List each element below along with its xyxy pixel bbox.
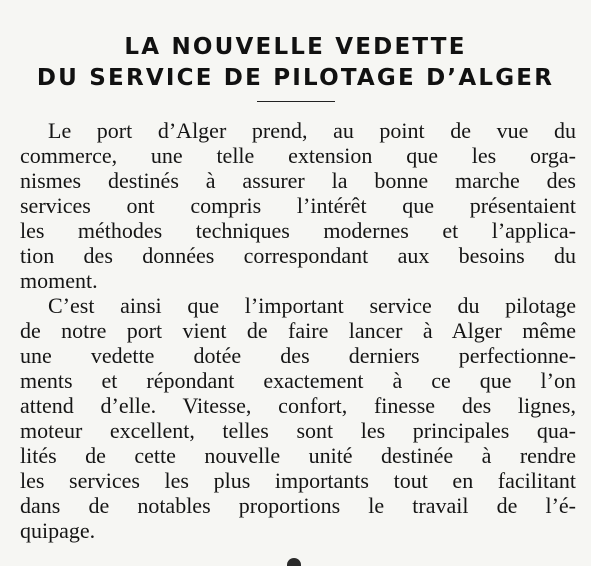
paragraph-2-line-6: moteur excellent, telles sont les principales qua-	[20, 418, 576, 443]
paragraph-2-line-3: une vedette dotée des derniers perfectionne-	[20, 343, 576, 368]
paragraph-1-line-5: les méthodes techniques modernes et l’applica-	[20, 218, 576, 243]
paragraph-2-line-7: lités de cette nouvelle unité destinée à rendre	[20, 443, 576, 468]
paragraph-2-line-8: les services les plus importants tout en facilitant	[20, 468, 576, 493]
paragraph-2-line-4: ments et répondant exactement à ce que l’on	[20, 368, 576, 393]
headline-divider	[257, 101, 335, 102]
paragraph-2-line-9: dans de notables proportions le travail de l’é-	[20, 493, 576, 518]
paragraph-1-line-2: commerce, une telle extension que les orga-	[20, 143, 576, 168]
paragraph-1-line-6: tion des données correspondant aux besoins du	[20, 243, 576, 268]
paragraph-2-line-10: quipage.	[20, 518, 96, 543]
paragraph-1-line-3: nismes destinés à assurer la bonne marche des	[20, 168, 576, 193]
headline-line-1: LA NOUVELLE VEDETTE	[124, 34, 467, 60]
paragraph-1-line-1: Le port d’Alger prend, au point de vue du	[48, 118, 576, 143]
paragraph-2-line-1: C’est ainsi que l’important service du pilotage	[48, 293, 576, 318]
paragraph-2-line-5: attend d’elle. Vitesse, confort, finesse des lignes,	[20, 393, 576, 418]
cropped-ornament-fragment	[287, 558, 301, 566]
paragraph-1-line-4: services ont compris l’intérêt que présentaient	[20, 193, 576, 218]
paragraph-2-line-2: de notre port vient de faire lancer à Alger même	[20, 318, 576, 343]
paragraph-1-line-7: moment.	[20, 268, 98, 293]
headline-line-2: DU SERVICE DE PILOTAGE D’ALGER	[36, 65, 555, 91]
